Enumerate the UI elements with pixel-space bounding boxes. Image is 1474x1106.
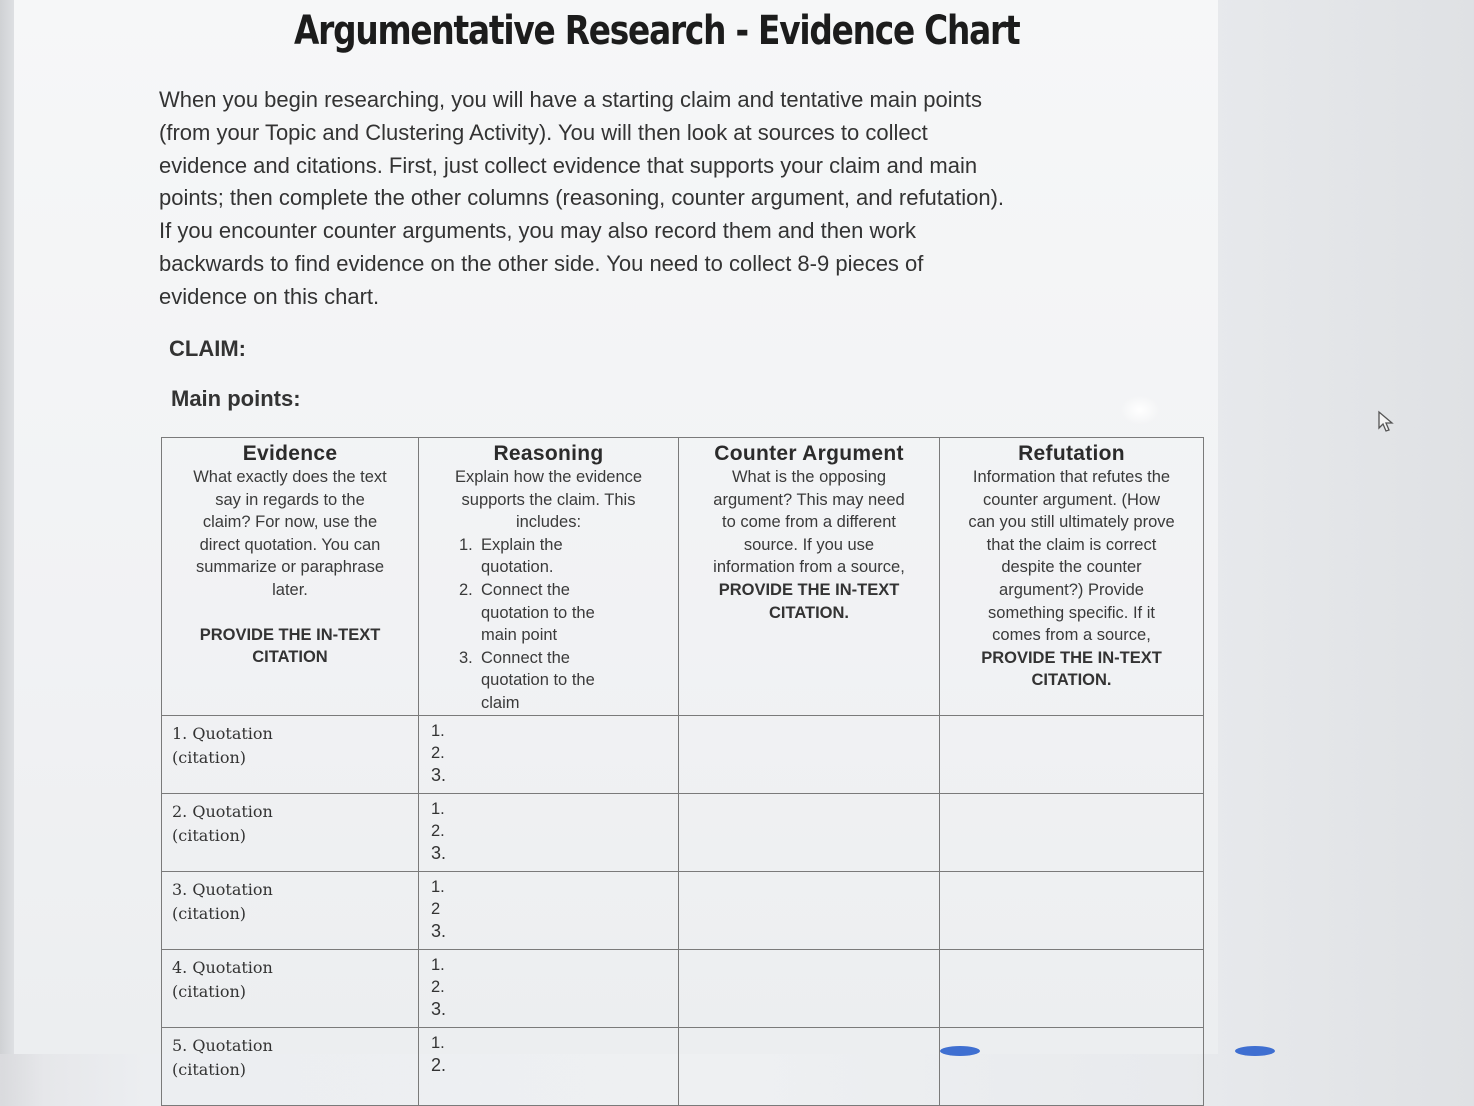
- reasoning-cell[interactable]: [419, 715, 679, 793]
- refutation-cell[interactable]: [940, 715, 1204, 793]
- intro-line: When you begin researching, you will have a starting claim and tentative main points: [159, 87, 983, 112]
- desc-line: despite the counter: [1001, 558, 1142, 577]
- reasoning-number: 3.: [431, 842, 447, 863]
- desc-line: to come from a different: [722, 513, 896, 532]
- desc-line: counter argument. (How: [983, 490, 1160, 509]
- step-line: quotation to the: [481, 671, 595, 690]
- reasoning-number: 1.: [431, 955, 445, 974]
- reasoning-step: [459, 647, 678, 715]
- evidence-chart-table: [161, 437, 1204, 1106]
- step-line: Connect the: [481, 580, 570, 599]
- reasoning-steps-list: [419, 534, 678, 715]
- step-line: Connect the: [481, 648, 570, 667]
- intro-line: evidence and citations. First, just collect evidence that supports your claim and main: [159, 152, 978, 178]
- desc-line: includes:: [515, 513, 582, 532]
- refutation-cell[interactable]: [940, 793, 1204, 871]
- header-refutation-cite: [940, 647, 1203, 692]
- intro-line: If you encounter counter arguments, you may also record them and then work: [159, 218, 916, 244]
- header-evidence-desc: [162, 466, 418, 602]
- reasoning-number: 2.: [431, 821, 445, 840]
- desc-line: argument?) Provide: [999, 580, 1144, 599]
- quotation-label: 5. Quotation: [172, 1035, 273, 1055]
- cite-line: PROVIDE THE IN-TEXT: [981, 648, 1162, 667]
- citation-label: (citation): [172, 825, 247, 845]
- header-evidence: [162, 438, 419, 716]
- step-line: quotation to the: [481, 603, 595, 622]
- step-line: quotation.: [481, 558, 554, 577]
- header-refutation-title: Refutation: [1018, 442, 1125, 465]
- citation-label: (citation): [172, 747, 247, 767]
- quotation-label: 2. Quotation: [172, 801, 273, 821]
- desc-line: say in regards to the: [215, 490, 365, 509]
- desc-line: later.: [272, 580, 308, 599]
- mouse-pointer-icon: [1377, 410, 1397, 439]
- reasoning-step: [459, 534, 678, 579]
- evidence-cell[interactable]: [162, 949, 419, 1027]
- reasoning-step: [459, 579, 678, 647]
- intro-line: (from your Topic and Clustering Activity). You will then look at sources to collect: [159, 119, 928, 145]
- step-number: 2.: [459, 580, 473, 599]
- table-row: [162, 1027, 1204, 1105]
- citation-label: (citation): [172, 903, 247, 923]
- taskbar-indicator: [1235, 1046, 1275, 1056]
- reasoning-number: 1.: [431, 721, 445, 740]
- step-line: Explain the: [481, 535, 563, 554]
- main-points-label[interactable]: Main points:: [171, 386, 301, 411]
- desc-line: can you still ultimately prove: [968, 513, 1175, 532]
- reasoning-cell[interactable]: [419, 871, 679, 949]
- desc-line: summarize or paraphrase: [196, 558, 384, 577]
- step-number: 1.: [459, 535, 473, 554]
- quotation-label: 1. Quotation: [172, 723, 273, 743]
- step-line: main point: [481, 626, 558, 645]
- header-refutation-desc: [940, 466, 1203, 647]
- intro-paragraph: [159, 84, 1059, 314]
- cite-line: CITATION: [252, 648, 328, 667]
- reasoning-number: 1.: [431, 799, 445, 818]
- reasoning-number: 3.: [431, 998, 447, 1019]
- desc-line: Explain how the evidence: [454, 468, 643, 486]
- desc-line: supports the claim. This: [461, 490, 636, 509]
- cite-line: PROVIDE THE IN-TEXT: [718, 580, 900, 599]
- claim-label[interactable]: CLAIM:: [169, 336, 246, 361]
- intro-line: points; then complete the other columns (reasoning, counter argument, and refutation).: [159, 185, 1005, 211]
- screen-glare: [1120, 395, 1160, 425]
- evidence-cell[interactable]: [162, 715, 419, 793]
- quotation-label: 3. Quotation: [172, 879, 273, 899]
- reasoning-number: 1.: [431, 1033, 445, 1052]
- desc-line: Information that refutes the: [972, 468, 1171, 486]
- reasoning-number: 2.: [431, 743, 445, 762]
- reasoning-number: 3.: [431, 920, 447, 941]
- step-line: claim: [481, 693, 520, 712]
- cite-line: CITATION.: [768, 603, 850, 622]
- refutation-cell[interactable]: [940, 949, 1204, 1027]
- evidence-cell[interactable]: [162, 1027, 419, 1105]
- desc-line: something specific. If it: [988, 603, 1155, 622]
- counter-argument-cell[interactable]: [679, 949, 940, 1027]
- evidence-cell[interactable]: [162, 793, 419, 871]
- evidence-cell[interactable]: [162, 871, 419, 949]
- header-counter-title: Counter Argument: [714, 442, 904, 465]
- refutation-cell[interactable]: [940, 871, 1204, 949]
- citation-label: (citation): [172, 1059, 247, 1079]
- table-row: [162, 715, 1204, 793]
- desc-line: argument? This may need: [713, 490, 905, 509]
- intro-line: backwards to find evidence on the other side. You need to collect 8-9 pieces of: [159, 250, 924, 276]
- header-evidence-cite: [162, 624, 418, 669]
- cite-line: CITATION.: [1031, 671, 1112, 690]
- header-refutation: [940, 438, 1204, 716]
- header-reasoning-title: Reasoning: [493, 442, 604, 465]
- table-header-row: [162, 438, 1204, 716]
- desc-line: source. If you use: [743, 535, 875, 554]
- reasoning-cell[interactable]: [419, 793, 679, 871]
- reasoning-number: 2.: [431, 1054, 447, 1075]
- taskbar-indicator: [940, 1046, 980, 1056]
- cite-line: PROVIDE THE IN-TEXT: [199, 625, 381, 644]
- desc-line: information from a source,: [713, 558, 905, 577]
- counter-argument-cell[interactable]: [679, 871, 940, 949]
- desc-line: direct quotation. You can: [199, 535, 381, 554]
- counter-argument-cell[interactable]: [679, 715, 940, 793]
- desc-line: comes from a source,: [992, 626, 1151, 645]
- document-page: [14, 0, 1218, 1079]
- step-number: 3.: [459, 648, 473, 667]
- header-counter-desc: [679, 466, 939, 579]
- header-evidence-title: Evidence: [242, 442, 338, 465]
- refutation-cell[interactable]: [940, 1027, 1204, 1105]
- counter-argument-cell[interactable]: [679, 1027, 940, 1105]
- reasoning-number: 1.: [431, 877, 445, 896]
- table-row: [162, 793, 1204, 871]
- header-counter-argument: [679, 438, 940, 716]
- reasoning-number: 2: [431, 899, 441, 918]
- intro-line: evidence on this chart.: [159, 283, 380, 309]
- counter-argument-cell[interactable]: [679, 793, 940, 871]
- desc-line: claim? For now, use the: [202, 513, 378, 532]
- reasoning-cell[interactable]: [419, 949, 679, 1027]
- document-title: Argumentative Research - Evidence Chart: [294, 8, 1020, 54]
- quotation-label: 4. Quotation: [172, 957, 273, 977]
- desc-line: What exactly does the text: [193, 468, 387, 486]
- desc-line: What is the opposing: [731, 468, 887, 486]
- table-row: [162, 871, 1204, 949]
- header-reasoning: [419, 438, 679, 716]
- header-reasoning-intro: [419, 466, 678, 534]
- citation-label: (citation): [172, 981, 247, 1001]
- desc-line: that the claim is correct: [986, 535, 1157, 554]
- reasoning-cell[interactable]: [419, 1027, 679, 1105]
- table-row: [162, 949, 1204, 1027]
- reasoning-number: 2.: [431, 977, 445, 996]
- header-counter-cite: [679, 579, 939, 624]
- reasoning-number: 3.: [431, 764, 447, 785]
